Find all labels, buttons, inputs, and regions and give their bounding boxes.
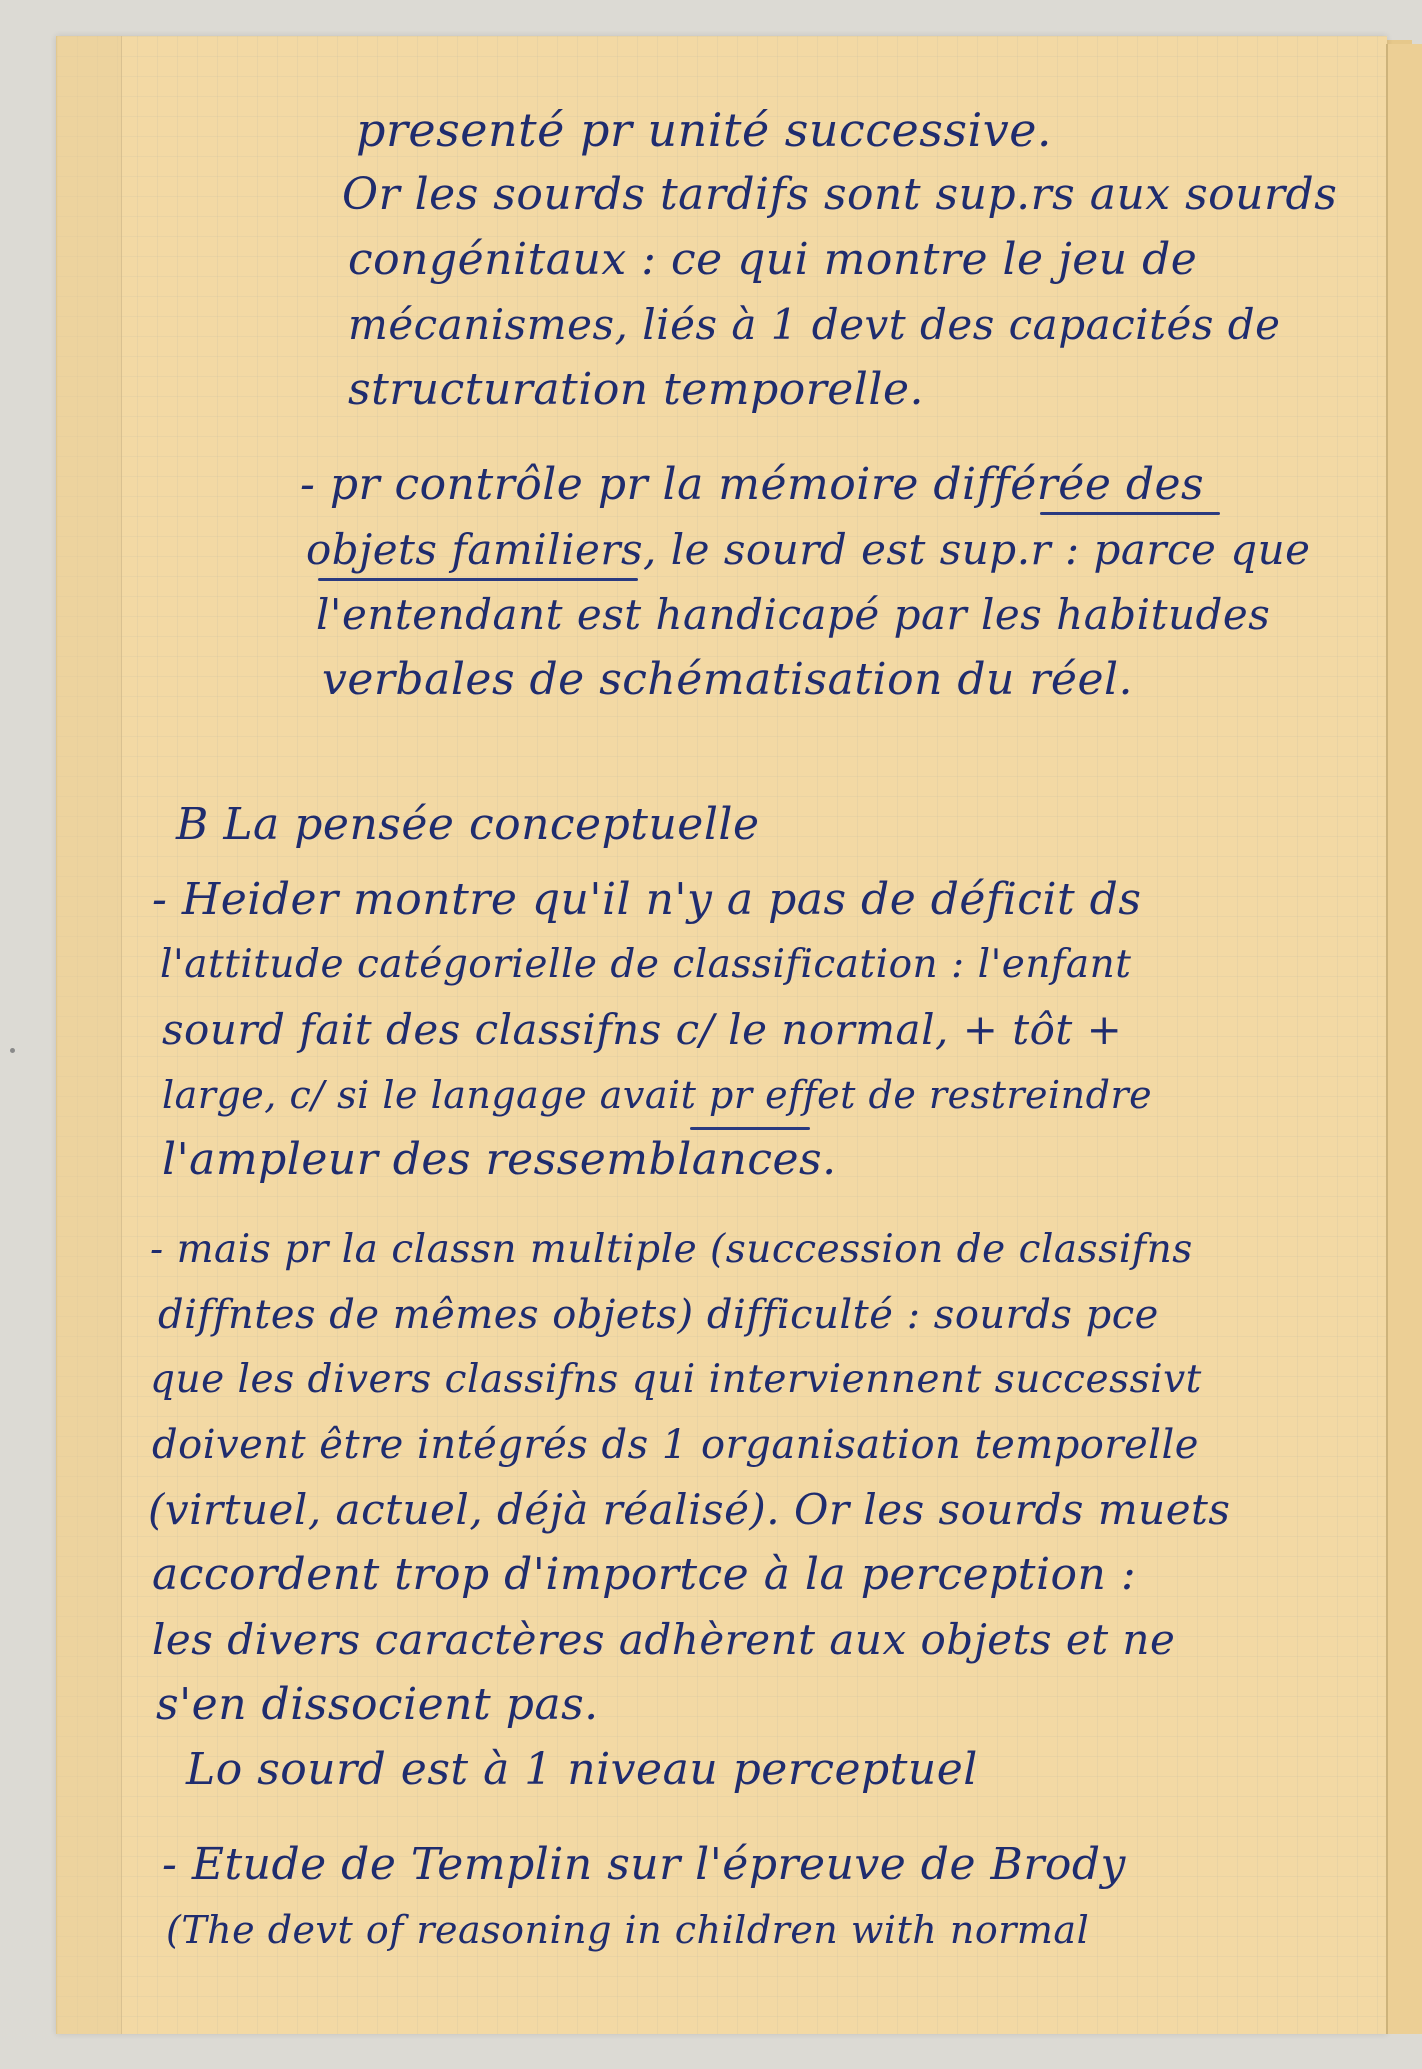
- page-margin: [57, 36, 122, 2034]
- handwritten-line: structuration temporelle.: [348, 364, 924, 415]
- handwritten-line: - mais pr la classn multiple (succession de classifns: [150, 1227, 1193, 1272]
- handwritten-line: (virtuel, actuel, déjà réalisé). Or les sourds muets: [148, 1485, 1231, 1534]
- handwritten-line: objets familiers, le sourd est sup.r : parce que: [306, 525, 1311, 574]
- handwritten-line: presenté pr unité successive.: [356, 103, 1053, 157]
- handwritten-line: sourd fait des classifns c/ le normal, + tôt +: [162, 1005, 1123, 1054]
- ink-underline: [1040, 512, 1220, 515]
- handwritten-line: mécanismes, liés à 1 devt des capacités de: [348, 300, 1281, 349]
- handwritten-line: diffntes de mêmes objets) difficulté : sourds pce: [158, 1292, 1159, 1338]
- handwritten-line: Or les sourds tardifs sont sup.rs aux sourds: [342, 169, 1338, 220]
- handwritten-line: l'ampleur des ressemblances.: [162, 1134, 837, 1185]
- handwritten-line: verbales de schématisation du réel.: [322, 654, 1134, 705]
- handwritten-line: - Etude de Templin sur l'épreuve de Brody: [162, 1839, 1126, 1890]
- handwritten-line: l'entendant est handicapé par les habitudes: [316, 590, 1271, 639]
- handwritten-line: large, c/ si le langage avait pr effet de restreindre: [162, 1073, 1153, 1117]
- handwritten-line: - Heider montre qu'il n'y a pas de déficit ds: [152, 874, 1142, 925]
- ink-underline: [690, 1127, 810, 1130]
- handwritten-line: que les divers classifns qui interviennent successivt: [150, 1357, 1202, 1402]
- handwritten-line: les divers caractères adhèrent aux objets et ne: [152, 1615, 1176, 1664]
- ink-underline: [318, 578, 638, 581]
- handwritten-line: Lo sourd est à 1 niveau perceptuel: [186, 1744, 978, 1795]
- handwritten-line: (The devt of reasoning in children with normal: [166, 1908, 1090, 1952]
- handwritten-line: accordent trop d'importce à la perception :: [152, 1549, 1137, 1600]
- handwritten-line: l'attitude catégorielle de classification : l'enfant: [160, 942, 1132, 987]
- adjacent-page-edge: [1386, 44, 1422, 2034]
- handwritten-line: doivent être intégrés ds 1 organisation temporelle: [152, 1422, 1199, 1468]
- section-heading: B La pensée conceptuelle: [176, 799, 760, 850]
- handwritten-line: - pr contrôle pr la mémoire différée des: [300, 459, 1205, 510]
- handwritten-line: congénitaux : ce qui montre le jeu de: [348, 234, 1198, 285]
- ink-dot: [10, 1048, 15, 1053]
- handwritten-line: s'en dissocient pas.: [156, 1679, 599, 1730]
